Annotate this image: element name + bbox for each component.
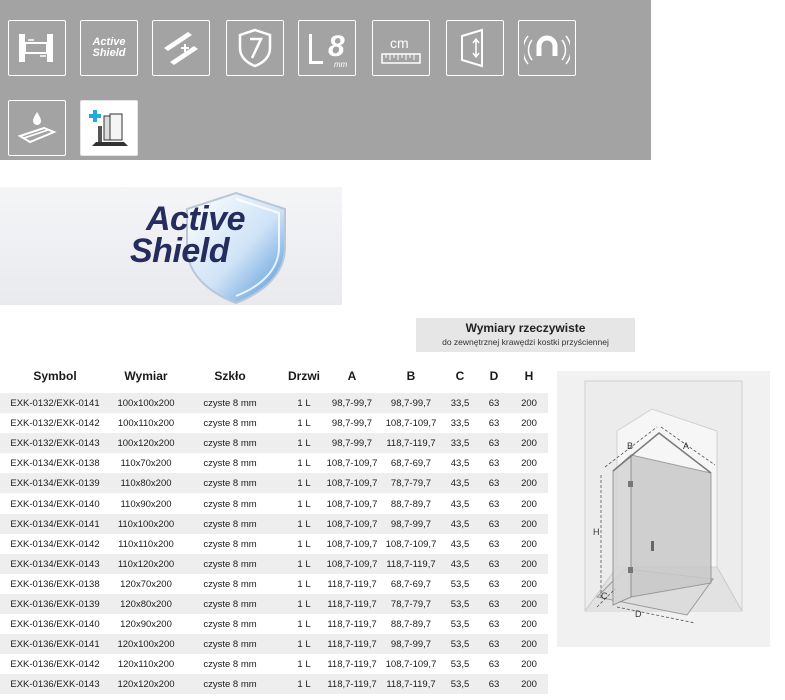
cell-a: 108,7-109,7 (326, 478, 378, 490)
cell-c: 33,5 (450, 438, 470, 450)
ruler-unit-label: cm (390, 35, 409, 51)
cell-symbol: EXK-0134/EXK-0138 (10, 458, 100, 470)
cell-a: 108,7-109,7 (326, 458, 378, 470)
cell-wymiar: 120x110x200 (117, 659, 175, 671)
cell-c: 53,5 (450, 659, 470, 671)
table-row (0, 654, 548, 674)
cell-a: 118,7-119,7 (327, 599, 377, 610)
cell-d: 63 (488, 639, 500, 651)
cell-b: 78,7-79,7 (390, 599, 432, 610)
cell-symbol: EXK-0136/EXK-0141 (10, 639, 100, 651)
col-header-a: A (347, 369, 357, 383)
cell-c: 53,5 (450, 619, 470, 631)
cell-drzwi: 1 L (297, 578, 311, 590)
col-header-h: H (524, 369, 534, 383)
cell-drzwi: 1 L (297, 478, 311, 490)
cell-szklo: czyste 8 mm (203, 478, 257, 490)
cell-wymiar: 120x70x200 (120, 578, 172, 590)
cell-h: 200 (521, 518, 537, 530)
active-shield-icon-line1: Active (92, 36, 126, 48)
cell-a: 118,7-119,7 (327, 619, 377, 631)
cell-b: 78,7-79,7 (390, 478, 432, 490)
cell-d: 63 (488, 418, 500, 430)
magnet-glyph (524, 26, 570, 70)
cell-drzwi: 1 L (297, 679, 311, 691)
cell-d: 63 (488, 478, 500, 490)
cell-a: 118,7-119,7 (327, 659, 377, 671)
cell-wymiar: 110x120x200 (117, 558, 175, 570)
cell-szklo: czyste 8 mm (203, 538, 257, 550)
col-header-b: B (406, 369, 416, 383)
cell-a: 98,7-99,7 (331, 438, 373, 450)
cell-drzwi: 1 L (297, 659, 311, 671)
cell-a: 118,7-119,7 (327, 639, 377, 651)
cell-d: 63 (488, 619, 500, 631)
cell-h: 200 (521, 679, 537, 691)
cell-szklo: czyste 8 mm (203, 599, 257, 610)
wall-profile-glyph (14, 26, 60, 70)
cell-symbol: EXK-0132/EXK-0142 (10, 418, 100, 430)
cell-symbol: EXK-0132/EXK-0141 (10, 398, 100, 409)
cell-szklo: czyste 8 mm (203, 498, 257, 510)
modular-extension-glyph (86, 106, 132, 150)
cell-szklo: czyste 8 mm (203, 639, 257, 651)
cell-b: 108,7-109,7 (385, 659, 437, 671)
cell-symbol: EXK-0134/EXK-0139 (10, 478, 100, 490)
safety-glass-glyph (232, 26, 278, 70)
col-header-wymiar: Wymiar (124, 369, 168, 383)
shower-dimensions-diagram (557, 371, 770, 647)
table-row (0, 614, 548, 634)
active-shield-icon-line2: Shield (92, 47, 126, 59)
active-shield-banner (0, 187, 342, 305)
tray-drain-glyph (14, 106, 60, 150)
cell-a: 118,7-119,7 (327, 679, 377, 691)
diagram-label-b: B (627, 441, 634, 451)
cell-szklo: czyste 8 mm (203, 659, 257, 671)
dimensions-title: Wymiary rzeczywiste (465, 321, 586, 335)
cell-wymiar: 120x80x200 (120, 599, 172, 610)
cell-symbol: EXK-0136/EXK-0142 (10, 659, 100, 671)
magnet-icon (518, 20, 576, 76)
cell-h: 200 (521, 498, 537, 510)
diagram-label-a: A (683, 441, 690, 451)
cell-b: 68,7-69,7 (390, 458, 432, 470)
cell-wymiar: 110x110x200 (118, 538, 174, 550)
cell-drzwi: 1 L (297, 398, 311, 409)
dimensions-subtitle: do zewnętrznej krawędzi kostki przyściennej (442, 337, 609, 347)
cell-c: 43,5 (450, 458, 470, 470)
cell-b: 98,7-99,7 (390, 639, 432, 651)
cell-wymiar: 110x70x200 (120, 458, 172, 470)
cell-a: 98,7-99,7 (331, 418, 373, 430)
dimensions-header (416, 318, 635, 352)
cell-wymiar: 110x100x200 (117, 518, 175, 530)
cell-c: 43,5 (450, 538, 470, 550)
cell-drzwi: 1 L (297, 558, 311, 570)
table-row (0, 413, 548, 433)
diagram-label-c: C (601, 591, 608, 601)
table-row (0, 473, 548, 493)
col-header-c: C (455, 369, 465, 383)
banner-line2: Shield (130, 232, 230, 270)
cell-wymiar: 120x90x200 (120, 619, 172, 631)
safety-glass-icon (226, 20, 284, 76)
cell-drzwi: 1 L (297, 438, 311, 450)
cell-b: 118,7-119,7 (386, 679, 436, 691)
cell-b: 108,7-109,7 (385, 538, 437, 550)
table-row (0, 453, 548, 473)
cell-b: 88,7-89,7 (390, 498, 432, 510)
tray-drain-icon (8, 100, 66, 156)
cell-d: 63 (488, 498, 500, 510)
cell-h: 200 (521, 578, 537, 590)
diagram-label-d: D (635, 609, 642, 619)
cell-h: 200 (521, 538, 537, 550)
cell-drzwi: 1 L (297, 599, 311, 610)
cell-c: 53,5 (450, 679, 470, 691)
cell-c: 53,5 (450, 639, 470, 651)
cell-d: 63 (488, 679, 500, 691)
table-row (0, 534, 548, 554)
cell-drzwi: 1 L (297, 619, 311, 631)
wall-profile-icon (8, 20, 66, 76)
cell-wymiar: 110x90x200 (120, 498, 172, 510)
table-row (0, 554, 548, 574)
cell-h: 200 (521, 619, 537, 631)
profile-join-glyph (158, 26, 204, 70)
cell-d: 63 (488, 398, 500, 409)
cell-b: 98,7-99,7 (390, 398, 432, 409)
cell-d: 63 (488, 518, 500, 530)
cell-d: 63 (488, 599, 500, 610)
cell-b: 98,7-99,7 (390, 518, 432, 530)
cell-h: 200 (521, 659, 537, 671)
cell-d: 63 (488, 458, 500, 470)
cell-b: 118,7-119,7 (386, 558, 436, 570)
modular-extension-icon (80, 100, 138, 156)
cell-drzwi: 1 L (297, 418, 311, 430)
centimeter-ruler-glyph (378, 26, 424, 70)
cell-symbol: EXK-0134/EXK-0143 (10, 558, 100, 570)
table-row (0, 574, 548, 594)
cell-a: 108,7-109,7 (326, 558, 378, 570)
cell-wymiar: 100x120x200 (117, 438, 175, 450)
cell-drzwi: 1 L (297, 538, 311, 550)
cell-c: 43,5 (450, 518, 470, 530)
col-header-symbol: Symbol (33, 369, 77, 383)
active-shield-icon (80, 20, 138, 76)
cell-szklo: czyste 8 mm (203, 398, 257, 409)
cell-symbol: EXK-0134/EXK-0140 (10, 498, 100, 510)
cell-c: 33,5 (450, 418, 470, 430)
cell-c: 53,5 (450, 599, 470, 610)
cell-wymiar: 120x120x200 (117, 679, 175, 691)
cell-szklo: czyste 8 mm (203, 619, 257, 631)
table-row (0, 393, 548, 413)
cell-szklo: czyste 8 mm (203, 679, 257, 691)
glass-thickness-icon (298, 20, 356, 76)
table-row (0, 634, 548, 654)
table-row (0, 433, 548, 453)
diagram-drawing (557, 371, 770, 647)
table-row (0, 674, 548, 694)
cell-b: 118,7-119,7 (386, 438, 436, 450)
cell-szklo: czyste 8 mm (203, 458, 257, 470)
height-adjust-glyph (452, 26, 498, 70)
cell-wymiar: 120x100x200 (117, 639, 175, 651)
cell-drzwi: 1 L (297, 498, 311, 510)
diagram-label-h: H (593, 527, 600, 537)
cell-h: 200 (521, 458, 537, 470)
cell-h: 200 (521, 558, 537, 570)
centimeter-ruler-icon (372, 20, 430, 76)
height-adjust-icon (446, 20, 504, 76)
cell-b: 68,7-69,7 (390, 578, 432, 590)
cell-a: 108,7-109,7 (326, 518, 378, 530)
cell-symbol: EXK-0136/EXK-0140 (10, 619, 100, 631)
profile-join-icon (152, 20, 210, 76)
cell-h: 200 (521, 639, 537, 651)
cell-a: 108,7-109,7 (326, 498, 378, 510)
col-header-d: D (489, 369, 499, 383)
cell-wymiar: 100x100x200 (117, 398, 175, 409)
cell-szklo: czyste 8 mm (203, 558, 257, 570)
cell-symbol: EXK-0136/EXK-0138 (10, 578, 100, 590)
feature-icons-panel (0, 0, 651, 160)
cell-a: 108,7-109,7 (326, 538, 378, 550)
cell-symbol: EXK-0134/EXK-0141 (10, 518, 100, 530)
cell-szklo: czyste 8 mm (203, 518, 257, 530)
cell-c: 53,5 (450, 578, 470, 590)
cell-symbol: EXK-0136/EXK-0139 (10, 599, 100, 610)
cell-d: 63 (488, 538, 500, 550)
cell-h: 200 (521, 599, 537, 610)
cell-h: 200 (521, 398, 537, 409)
cell-h: 200 (521, 478, 537, 490)
cell-c: 43,5 (450, 558, 470, 570)
cell-d: 63 (488, 659, 500, 671)
cell-b: 108,7-109,7 (385, 418, 437, 430)
cell-d: 63 (488, 578, 500, 590)
cell-a: 98,7-99,7 (331, 398, 373, 409)
col-header-drzwi: Drzwi (287, 369, 320, 383)
cell-c: 43,5 (450, 498, 470, 510)
cell-drzwi: 1 L (297, 458, 311, 470)
cell-drzwi: 1 L (297, 639, 311, 651)
glass-thickness-unit: mm (334, 60, 348, 69)
cell-d: 63 (488, 438, 500, 450)
glass-thickness-value: 8 (328, 30, 345, 63)
glass-thickness-glyph (304, 26, 350, 70)
cell-szklo: czyste 8 mm (203, 438, 257, 450)
cell-symbol: EXK-0136/EXK-0143 (10, 679, 100, 691)
col-header-szklo: Szkło (214, 369, 246, 383)
cell-wymiar: 100x110x200 (117, 418, 175, 430)
table-row (0, 494, 548, 514)
cell-c: 33,5 (450, 398, 470, 409)
cell-drzwi: 1 L (297, 518, 311, 530)
cell-b: 88,7-89,7 (390, 619, 432, 631)
cell-h: 200 (521, 418, 537, 430)
cell-c: 43,5 (450, 478, 470, 490)
cell-symbol: EXK-0134/EXK-0142 (10, 538, 100, 550)
cell-wymiar: 110x80x200 (120, 478, 172, 490)
cell-symbol: EXK-0132/EXK-0143 (10, 438, 100, 450)
cell-h: 200 (521, 438, 537, 450)
cell-d: 63 (488, 558, 500, 570)
table-row (0, 514, 548, 534)
banner-line1: Active (146, 200, 246, 238)
cell-a: 118,7-119,7 (327, 578, 377, 590)
cell-szklo: czyste 8 mm (203, 418, 257, 430)
table-row (0, 594, 548, 614)
cell-szklo: czyste 8 mm (203, 578, 257, 590)
